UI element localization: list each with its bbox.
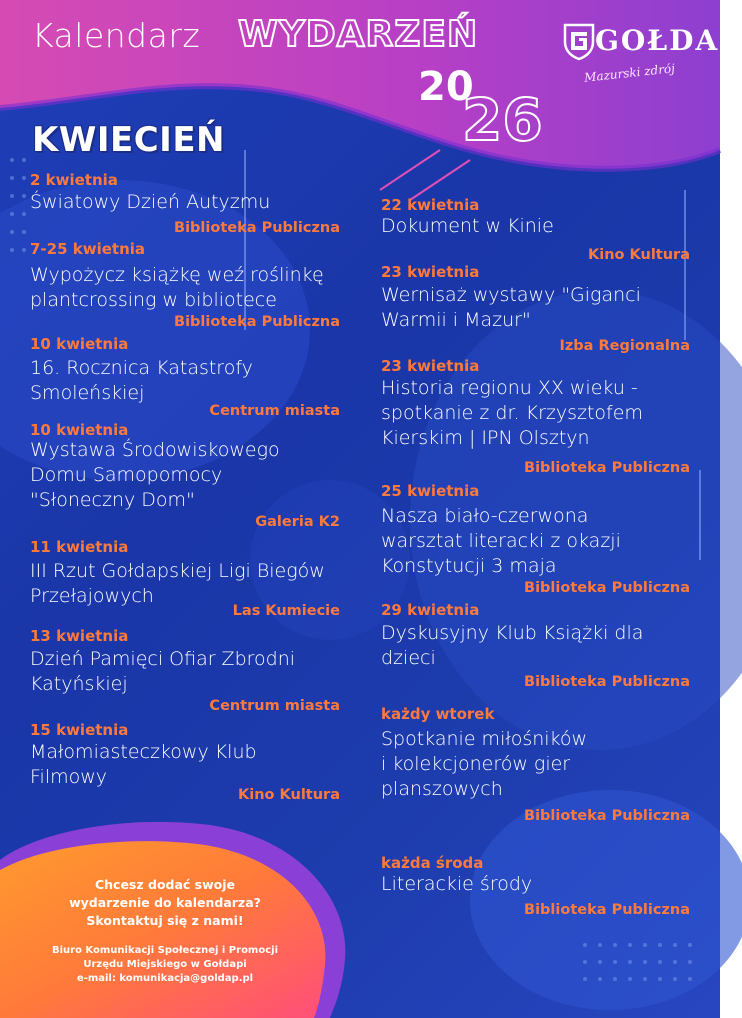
event-date: 13 kwietnia — [30, 627, 129, 645]
goldap-crest-icon — [563, 22, 595, 60]
event-title: Wystawa Środowiskowego Domu Samopomocy "Słoneczny Dom" — [30, 439, 280, 511]
event-place: Biblioteka Publiczna — [174, 220, 340, 236]
event-date: 29 kwietnia — [381, 601, 480, 619]
contact-institution: Urzędu Miejskiego w Gołdapi — [83, 959, 247, 970]
event-place: Centrum miasta — [209, 403, 340, 419]
event-title: Dyskusyjny Klub Książki dla dzieci — [381, 622, 644, 669]
logo-name: GOŁDAP — [595, 24, 742, 57]
event-date: 22 kwietnia — [381, 196, 480, 214]
event-title: Dzień Pamięci Ofiar Zbrodni Katyńskiej — [30, 648, 296, 695]
event-title: Wernisaż wystawy "Giganci Warmii i Mazur" — [381, 284, 641, 331]
logo-tagline: Mazurski zdrój — [583, 61, 676, 85]
event-place: Izba Regionalna — [559, 338, 690, 354]
event-title: Światowy Dzień Autyzmu — [30, 191, 271, 213]
footer-cta: Chcesz dodać swoje wydarzenie do kalendarza? Skontaktuj się z nami! — [69, 877, 261, 928]
event-place: Biblioteka Publiczna — [174, 314, 340, 330]
contact-office: Biuro Komunikacji Społecznej i Promocji — [51, 945, 279, 956]
contact-email[interactable]: e-mail: komunikacja@goldap.pl — [76, 973, 254, 984]
event-place: Centrum miasta — [209, 698, 340, 714]
event-place: Las Kumiecie — [232, 603, 340, 619]
event-date: każda środa — [381, 854, 484, 872]
event-place: Kino Kultura — [237, 787, 340, 803]
year-bottom: 26 — [462, 86, 543, 154]
title-bold: WYDARZEŃ — [238, 14, 479, 55]
event-place: Biblioteka Publiczna — [524, 460, 690, 476]
event-date: 7-25 kwietnia — [30, 240, 146, 258]
event-date: 10 kwietnia — [30, 335, 129, 353]
event-date: każdy wtorek — [381, 705, 495, 723]
event-date: 25 kwietnia — [381, 482, 480, 500]
year-top: 20 — [418, 64, 474, 110]
title-light: Kalendarz — [32, 16, 201, 55]
event-place: Biblioteka Publiczna — [524, 580, 690, 596]
event-title: 16. Rocznica Katastrofy Smoleńskiej — [30, 357, 253, 404]
event-date: 15 kwietnia — [30, 721, 129, 739]
event-date: 23 kwietnia — [381, 263, 480, 281]
event-title: Dokument w Kinie — [381, 215, 554, 237]
event-place: Galeria K2 — [255, 514, 340, 530]
event-place: Biblioteka Publiczna — [524, 674, 690, 690]
event-date: 2 kwietnia — [30, 171, 118, 189]
footer-contact — [30, 944, 300, 986]
event-date: 23 kwietnia — [381, 357, 480, 375]
event-place: Biblioteka Publiczna — [524, 808, 690, 824]
event-date: 11 kwietnia — [30, 538, 129, 556]
event-title: Literackie środy — [381, 873, 533, 895]
event-title: Wypożycz książkę weź roślinkę plantcrossing w bibliotece — [30, 264, 324, 311]
event-title: Historia regionu XX wieku - spotkanie z dr. Krzysztofem Kierskim | IPN Olsztyn — [381, 377, 643, 449]
event-place: Kino Kultura — [587, 247, 690, 263]
event-title: Małomiasteczkowy Klub Filmowy — [30, 741, 257, 788]
event-title: III Rzut Gołdapskiej Ligi Biegów Przełajowych — [30, 560, 325, 607]
event-title: Nasza biało-czerwona warsztat literacki z okazji Konstytucji 3 maja — [381, 505, 621, 577]
event-place: Biblioteka Publiczna — [524, 902, 690, 918]
event-title: Spotkanie miłośników i kolekcjonerów gier planszowych — [381, 728, 588, 800]
month-heading: KWIECIEŃ — [32, 120, 226, 160]
event-date: 10 kwietnia — [30, 421, 129, 439]
